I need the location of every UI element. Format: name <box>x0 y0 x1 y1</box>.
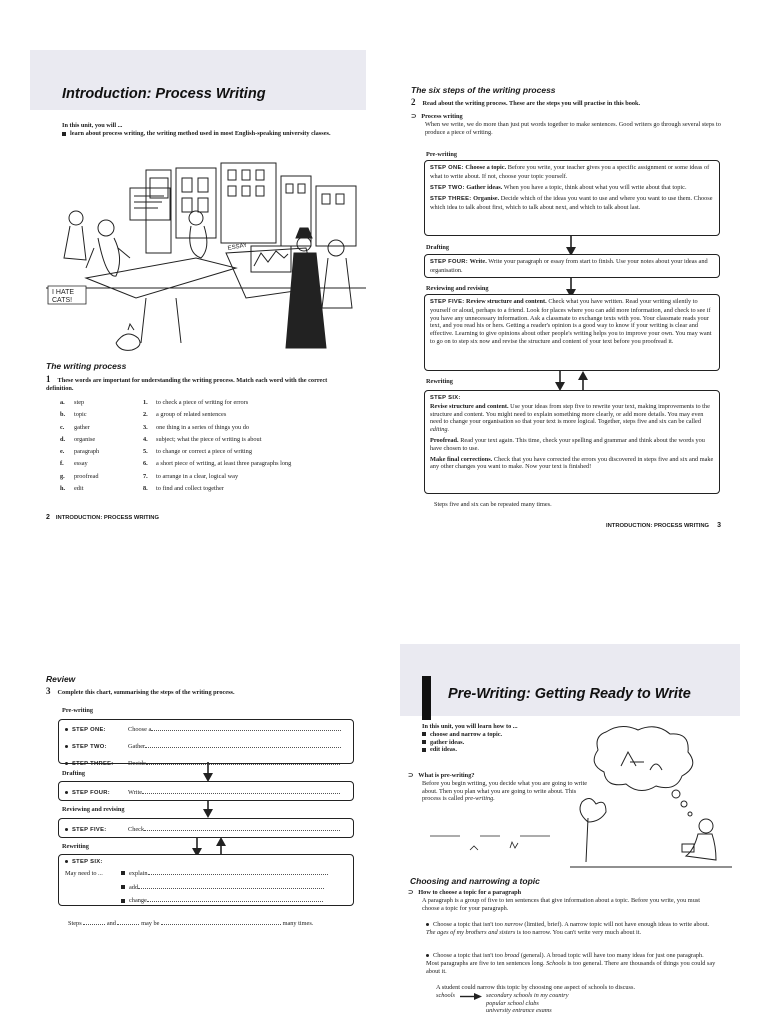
word-list <box>60 397 140 495</box>
example-item: university entrance exams <box>486 1007 552 1015</box>
down-arrow-icon <box>203 800 213 818</box>
example-item: secondary schools in my country <box>486 992 569 999</box>
arrow-bullet-icon: ⊃ <box>408 889 414 896</box>
down-arrow-icon <box>203 762 213 782</box>
dot-icon <box>65 728 68 731</box>
fill-in-line[interactable] <box>144 823 340 831</box>
down-arrow-icon <box>566 236 576 256</box>
arrow-bullet-icon: ⊃ <box>411 113 417 120</box>
title-band <box>400 644 740 716</box>
definition-item: 5. to change or correct a piece of writing <box>143 448 252 456</box>
section-title-choosing: Choosing and narrowing a topic <box>410 876 540 886</box>
narrow-bullet: Choose a topic that isn't too narrow (limited, brief). A narrow topic will not have enough ideas to write about. The ages of my brothers and sisters is too narrow. You can't write very much about it. <box>426 921 710 936</box>
rewriting-label: Rewriting <box>426 378 453 385</box>
square-bullet-icon <box>422 740 426 744</box>
daydreaming-student-illustration <box>566 722 736 872</box>
reviewing-label: Reviewing and revising <box>426 285 489 292</box>
fill-in-line[interactable] <box>151 723 341 731</box>
prewriting-label: Pre-writing <box>426 151 458 158</box>
section-title-review: Review <box>46 674 76 684</box>
square-bullet-icon <box>62 132 66 136</box>
square-bullet-icon <box>121 899 125 903</box>
word-item: c. gather <box>60 423 90 431</box>
svg-text:CATS!: CATS! <box>52 297 73 304</box>
chapter-number-text: 1 <box>422 676 423 677</box>
up-arrow-icon <box>578 371 588 391</box>
dot-icon <box>65 860 68 863</box>
word-item: h. edit <box>60 485 84 493</box>
example-items <box>486 992 569 1015</box>
broad-bullet: Choose a topic that isn't too broad (general). A broad topic will have too many ideas for just one paragraph. Most paragraphs are five to ten sentences long. Schools is too general. There are thousands of things you could say about it. <box>426 952 716 975</box>
definition-item: 7. to arrange in a clear, logical way <box>143 472 239 480</box>
square-bullet-icon <box>422 748 426 752</box>
definition-item: 2. a group of related sentences <box>143 411 227 419</box>
intro-block: In this unit, you will learn how to ... choose and narrow a topic. gather ideas. edit ideas. <box>422 723 518 754</box>
page-title: Introduction: Process Writing <box>62 86 266 102</box>
drafting-label: Drafting <box>62 770 86 777</box>
fill-in-line[interactable] <box>161 917 281 925</box>
down-arrow-icon <box>555 371 565 391</box>
exercise-2: 2 Read about the writing process. These are the steps you will practise in this book. <box>411 97 641 107</box>
definition-list <box>143 397 363 495</box>
section-title-six-steps: The six steps of the writing process <box>411 85 556 95</box>
fill-in-line[interactable] <box>117 917 139 925</box>
what-is-prewriting: ⊃ What is pre-writing? Before you begin writing, you decide what you are going to write about. Then you plan what you are going to write about. This process is called pre-writing. <box>408 772 588 803</box>
intro-item: learn about process writing, the writing method used in most English-speaking university classes. <box>62 130 362 138</box>
intro-lead: In this unit, you will ... <box>62 122 123 129</box>
rewriting-box: STEP SIX: Revise structure and content. Use your ideas from step five to rewrite your text, making improvements to the structure and content. You might need to explain something more clearly, or add more details. You may even need to change your organisation so that your text is more logical. Together, steps five and six can be called editing. Proofread. Read your text again. This time, check your spelling and grammar and think about the words you have chosen to use. Make final corrections. Check that you have corrected the errors you discovered in steps five and six and make any other changes you want to make. Now your text is finished! <box>424 390 720 494</box>
definition-item: 4. subject; what the piece of writing is about <box>143 435 262 443</box>
fill-in-line[interactable] <box>83 917 105 925</box>
drafting-label: Drafting <box>426 244 450 251</box>
page-title: Pre-Writing: Getting Ready to Write <box>448 686 691 702</box>
word-item: d. organise <box>60 435 96 443</box>
svg-text:ESSAY: ESSAY <box>227 242 248 252</box>
classroom-cartoon <box>46 158 366 358</box>
rewriting-label: Rewriting <box>62 843 89 850</box>
example-root: schools <box>436 992 455 999</box>
reviewing-label: Reviewing and revising <box>62 806 125 813</box>
word-item: b. topic <box>60 411 87 419</box>
process-writing-block: ⊃ Process writing When we write, we do more than just put words together to make sentences. Good writers go through several steps to produce a piece of writing. <box>411 113 721 136</box>
exercise-3: 3 Complete this chart, summarising the steps of the writing process. <box>46 686 235 696</box>
word-item: f. essay <box>60 460 88 468</box>
fill-in-line[interactable] <box>147 894 323 902</box>
section-title-writing-process: The writing process <box>46 361 127 371</box>
dot-icon <box>65 828 68 831</box>
definition-item: 8. to find and collect together <box>143 485 224 493</box>
dot-icon <box>65 791 68 794</box>
page-footer: INTRODUCTION: PROCESS WRITING 3 <box>606 522 721 529</box>
right-arrow-icon <box>460 993 482 1000</box>
word-item: e. paragraph <box>60 448 100 456</box>
exercise-1: 1 These words are important for understanding the writing process. Match each word with the correct definition. <box>46 374 328 392</box>
page-5 <box>400 644 740 1024</box>
hate-sign-text: I HATE <box>52 289 75 296</box>
drafting-box: STEP FOUR: Write. Write your paragraph or essay from start to finish. Use your notes about your ideas and organisation. <box>424 254 720 278</box>
definition-item: 1. to check a piece of writing for errors <box>143 399 249 406</box>
fill-in-line[interactable] <box>148 867 328 875</box>
drafting-chart-box: STEP FOUR: Write <box>58 781 354 801</box>
fill-in-line[interactable] <box>145 740 341 748</box>
fill-in-line[interactable] <box>142 786 340 794</box>
dot-icon <box>65 762 68 765</box>
repeat-note: Steps five and six can be repeated many times. <box>434 501 552 508</box>
page-4 <box>30 644 366 944</box>
page-2 <box>30 50 366 530</box>
word-item: g. proofread <box>60 472 99 480</box>
dot-icon <box>426 923 429 926</box>
fill-in-line[interactable] <box>146 757 340 765</box>
ground-sketch <box>420 828 560 858</box>
arrow-bullet-icon: ⊃ <box>408 772 414 779</box>
definition-item: 3. one thing in a series of things you do <box>143 423 250 431</box>
example-item: popular school clubs <box>486 999 539 1007</box>
reviewing-box: STEP FIVE: Review structure and content. Check what you have written. Read your writing silently to yourself or aloud, perhaps to a friend. Look for places where you can add more information, and check to see if you have any unnecessary information. Ask a classmate to exchange texts with you. Your classmate reads your text, and you read his or hers. Getting a reader's opinion is a good way to know if your writing is clear and effective. Learning to give opinions about other people's writing helps you to improve your own. You may want to go on to step six now and revise the structure and content of your text before you proofread it. <box>424 294 720 371</box>
word-item: a. step <box>60 399 85 406</box>
dot-icon <box>426 954 429 957</box>
example-lead: A student could narrow this topic by choosing one aspect of schools to discuss. <box>436 984 636 991</box>
square-bullet-icon <box>121 885 125 889</box>
definition-item: 6. a short piece of writing, at least three paragraphs long <box>143 460 292 468</box>
rewriting-chart-box: STEP SIX: May need to ... explain add change <box>58 854 354 906</box>
dot-icon <box>65 745 68 748</box>
square-bullet-icon <box>121 871 125 875</box>
prewriting-chart-box: STEP ONE: Choose a STEP TWO: Gather STEP THREE: Decide <box>58 719 354 764</box>
closing-sentence: Steps and may be many times. <box>68 917 358 928</box>
howto-block: ⊃ How to choose a topic for a paragraph A paragraph is a group of five to ten sentences that give information about a topic. Before you write, you must choose a topic for your paragraph. <box>408 889 701 912</box>
page-3 <box>400 50 740 530</box>
page-footer: 2 INTRODUCTION: PROCESS WRITING <box>46 514 159 521</box>
reviewing-chart-box: STEP FIVE: Check <box>58 818 354 838</box>
fill-in-line[interactable] <box>138 881 324 889</box>
square-bullet-icon <box>422 732 426 736</box>
prewriting-box: STEP ONE: Choose a topic. Before you write, your teacher gives you a specific assignment or some ideas of what to write about. If not, choose your topic yourself. STEP TWO: Gather ideas. When you have a topic, think about what you will write about that topic. STEP THREE: Organise. Decide which of the ideas you want to use and where you want to use them. Choose which idea to talk about first, which to talk about next, and which to talk about last. <box>424 160 720 236</box>
prewriting-label: Pre-writing <box>62 707 94 714</box>
